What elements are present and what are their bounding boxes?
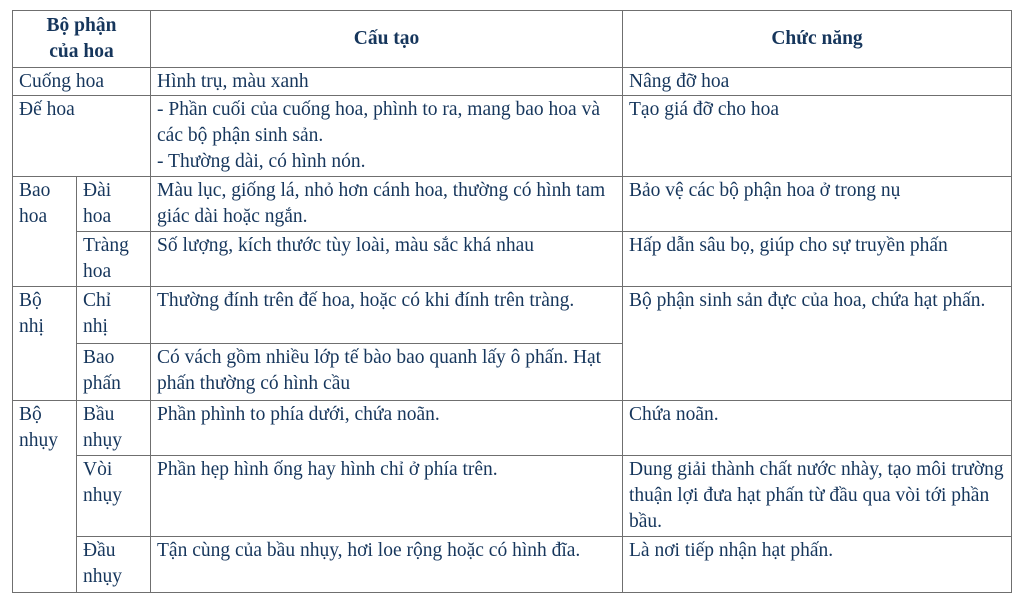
function-cell: Nâng đỡ hoa — [623, 68, 1012, 96]
table-row — [13, 68, 1012, 96]
function-cell: Là nơi tiếp nhận hạt phấn. — [623, 537, 1012, 593]
structure-cell: Có vách gồm nhiều lớp tế bào bao quanh lấy ô phấn. Hạt phấn thường có hình cầu — [151, 344, 623, 401]
part-cell: Cuống hoa — [13, 68, 151, 96]
table-row — [13, 537, 1012, 593]
table-row — [13, 456, 1012, 537]
table-row — [13, 232, 1012, 287]
structure-cell: Màu lục, giống lá, nhỏ hơn cánh hoa, thường có hình tam giác dài hoặc ngắn. — [151, 177, 623, 232]
header-part: Bộ phận của hoa — [13, 11, 151, 68]
function-cell: Chứa noãn. — [623, 401, 1012, 456]
flower-parts-table — [12, 10, 1012, 593]
sub-part-cell: Chỉ nhị — [77, 287, 151, 344]
part-cell: Đế hoa — [13, 96, 151, 177]
structure-cell: Số lượng, kích thước tùy loài, màu sắc khá nhau — [151, 232, 623, 287]
function-cell: Dung giải thành chất nước nhày, tạo môi trường thuận lợi đưa hạt phấn từ đầu qua vòi tới phần bầu. — [623, 456, 1012, 537]
table-row — [13, 177, 1012, 232]
function-cell: Hấp dẫn sâu bọ, giúp cho sự truyền phấn — [623, 232, 1012, 287]
sub-part-cell: Tràng hoa — [77, 232, 151, 287]
function-cell: Bộ phận sinh sản đực của hoa, chứa hạt phấn. — [623, 287, 1012, 401]
sub-part-cell: Bao phấn — [77, 344, 151, 401]
structure-cell: Thường đính trên đế hoa, hoặc có khi đính trên tràng. — [151, 287, 623, 344]
sub-part-cell: Đài hoa — [77, 177, 151, 232]
group-cell: Bộ nhị — [13, 287, 77, 401]
structure-cell: Phần phình to phía dưới, chứa noãn. — [151, 401, 623, 456]
structure-cell: Hình trụ, màu xanh — [151, 68, 623, 96]
sub-part-cell: Bầu nhụy — [77, 401, 151, 456]
table-row — [13, 401, 1012, 456]
header-function: Chức năng — [623, 11, 1012, 68]
function-cell: Bảo vệ các bộ phận hoa ở trong nụ — [623, 177, 1012, 232]
group-cell: Bộ nhụy — [13, 401, 77, 593]
header-structure: Cấu tạo — [151, 11, 623, 68]
table-row — [13, 96, 1012, 177]
structure-cell: Tận cùng của bầu nhụy, hơi loe rộng hoặc có hình đĩa. — [151, 537, 623, 593]
structure-cell: - Phần cuối của cuống hoa, phình to ra, mang bao hoa và các bộ phận sinh sản. - Thường dài, có hình nón. — [151, 96, 623, 177]
function-cell: Tạo giá đỡ cho hoa — [623, 96, 1012, 177]
header-row — [13, 11, 1012, 68]
table-row — [13, 287, 1012, 344]
structure-cell: Phần hẹp hình ống hay hình chỉ ở phía trên. — [151, 456, 623, 537]
sub-part-cell: Vòi nhụy — [77, 456, 151, 537]
group-cell: Bao hoa — [13, 177, 77, 287]
sub-part-cell: Đầu nhụy — [77, 537, 151, 593]
